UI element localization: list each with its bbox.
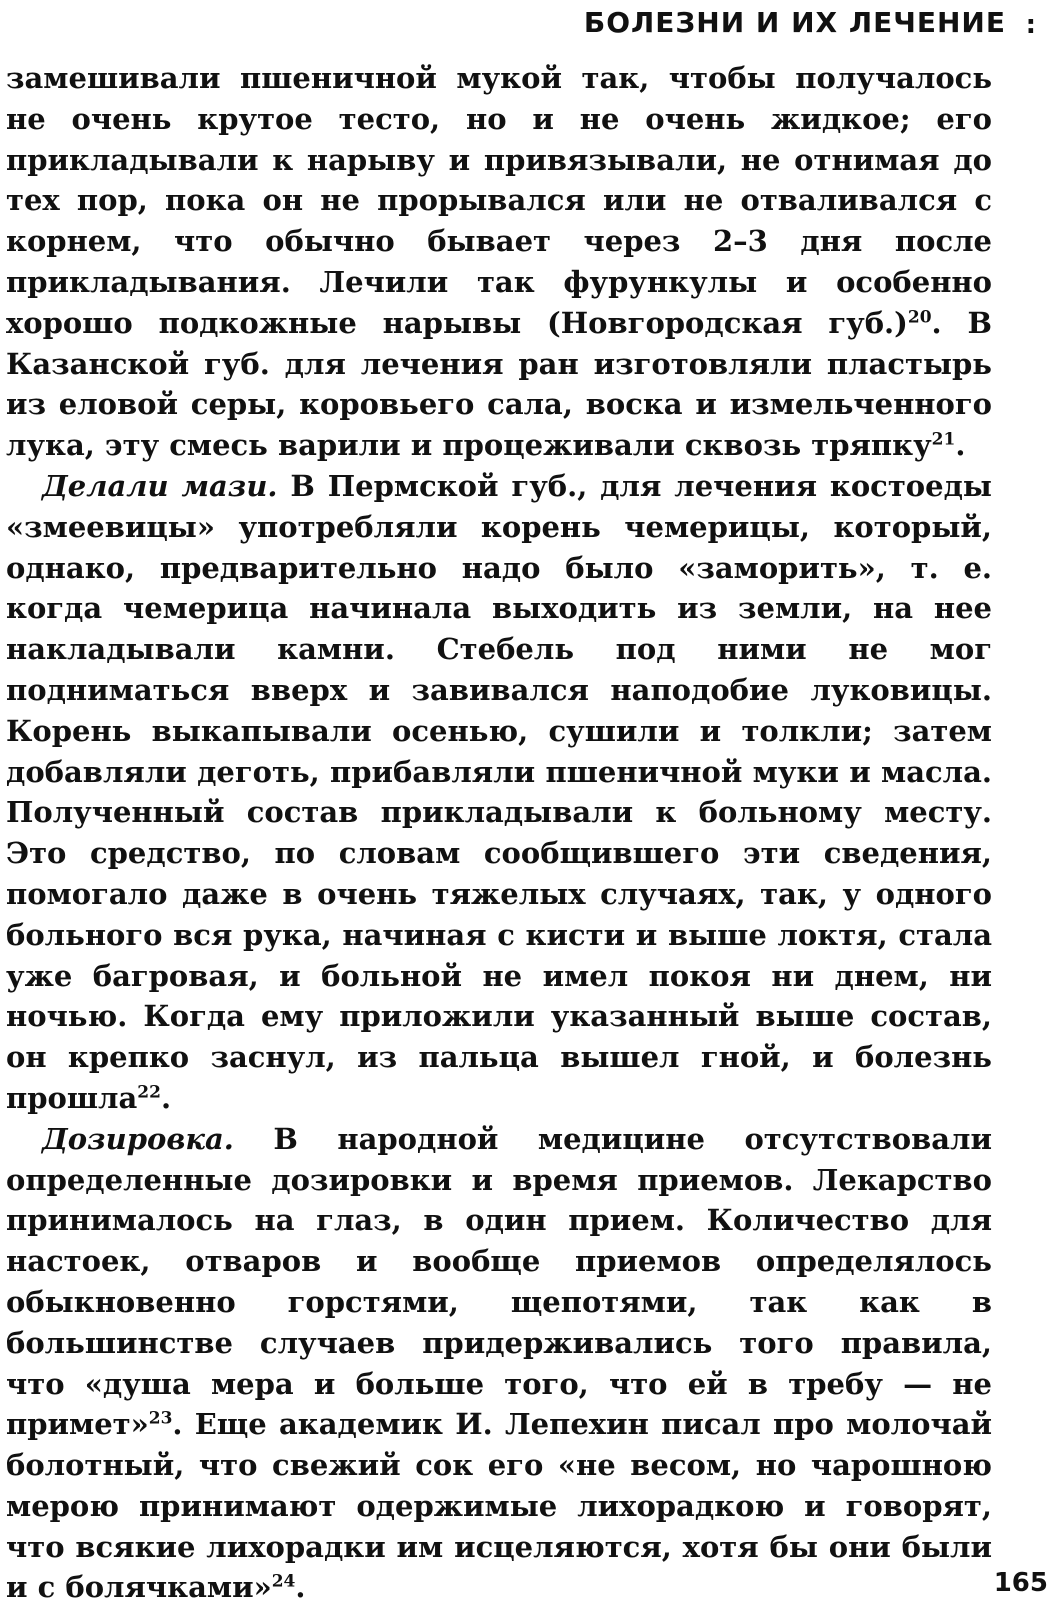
paragraph-1: замешивали пшеничной мукой так, чтобы получалось не очень крутое тесто, но и не очень жидкое; его прикладывали к нарыву и привязывали, не отнимая до тех пор, пока он не прорывался или не отваливался с корнем, что обычно бывает через 2–3 дня после прикладывания. Лечили так фурункулы и особенно хорошо подкожные нарывы (Новгородская губ.)$^{20}$. В Казанской губ. для лечения ран изготовляли пластырь из еловой серы, коровьего сала, воска и измельченного лука, эту смесь варили и процеживали сквозь тряпку$^{21}$. [6,61,992,463]
paragraph-3-lead: Дозировка. [42,1121,234,1156]
footnote-ref-21: 21 [931,429,956,450]
paragraph-2: Делали мази. В Пермской губ., для лечения костоеды «змеевицы» употребляли корень чемерицы, который, однако, предварительно надо было «заморить», т. е. когда чемерица начинала выходить из земли, на нее накладывали камни. Стебель под ними не мог подниматься вверх и завивался наподобие луковицы. Корень выкапывали осенью, сушили и толкли; затем добавляли деготь, прибавляли пшеничной муки и масла. Полученный состав прикладывали к больному месту. Это средство, по словам сообщившего эти сведения, помогало даже в очень тяжелых случаях, так, у одного больного вся рука, начиная с кисти и выше локтя, стала уже багровая, и больной не имел покоя ни днем, ни ночью. Когда ему приложили указанный выше состав, он крепко заснул, из пальца вышел гной, и болезнь прошла$^{22}$. [6,468,992,1115]
footnote-ref-20: 20 [907,307,932,328]
running-head [584,6,1006,39]
page-body [6,58,992,1608]
footnote-ref-23: 23 [148,1408,173,1429]
footnote-ref-22: 22 [137,1082,161,1103]
page-number: 165 [993,1568,1048,1598]
footnote-ref-24: 24 [271,1571,296,1592]
running-head-mark: : [1025,10,1036,40]
paragraph-2-lead: Делали мази. [42,468,278,503]
paragraph-3: Дозировка. В народной медицине отсутствовали определенные дозировки и время приемов. Лекарство принималось на глаз, в один прием. Количество для настоек, отваров и вообще приемов определялось обыкновенно горстями, щепотями, так как в большинстве случаев придерживались того правила, что «душа мера и больше того, что ей в требу — не примет»$^{23}$. Еще академик И. Лепехин писал про молочай болотный, что свежий сок его «не весом, но чарошною мерою принимают одержимые лихорадкою и говорят, что всякие лихорадки им исцеляются, хотя бы они были и с болячками»$^{24}$. [6,1121,992,1605]
running-head-title: БОЛЕЗНИ И ИХ ЛЕЧЕНИЕ [583,6,1006,39]
